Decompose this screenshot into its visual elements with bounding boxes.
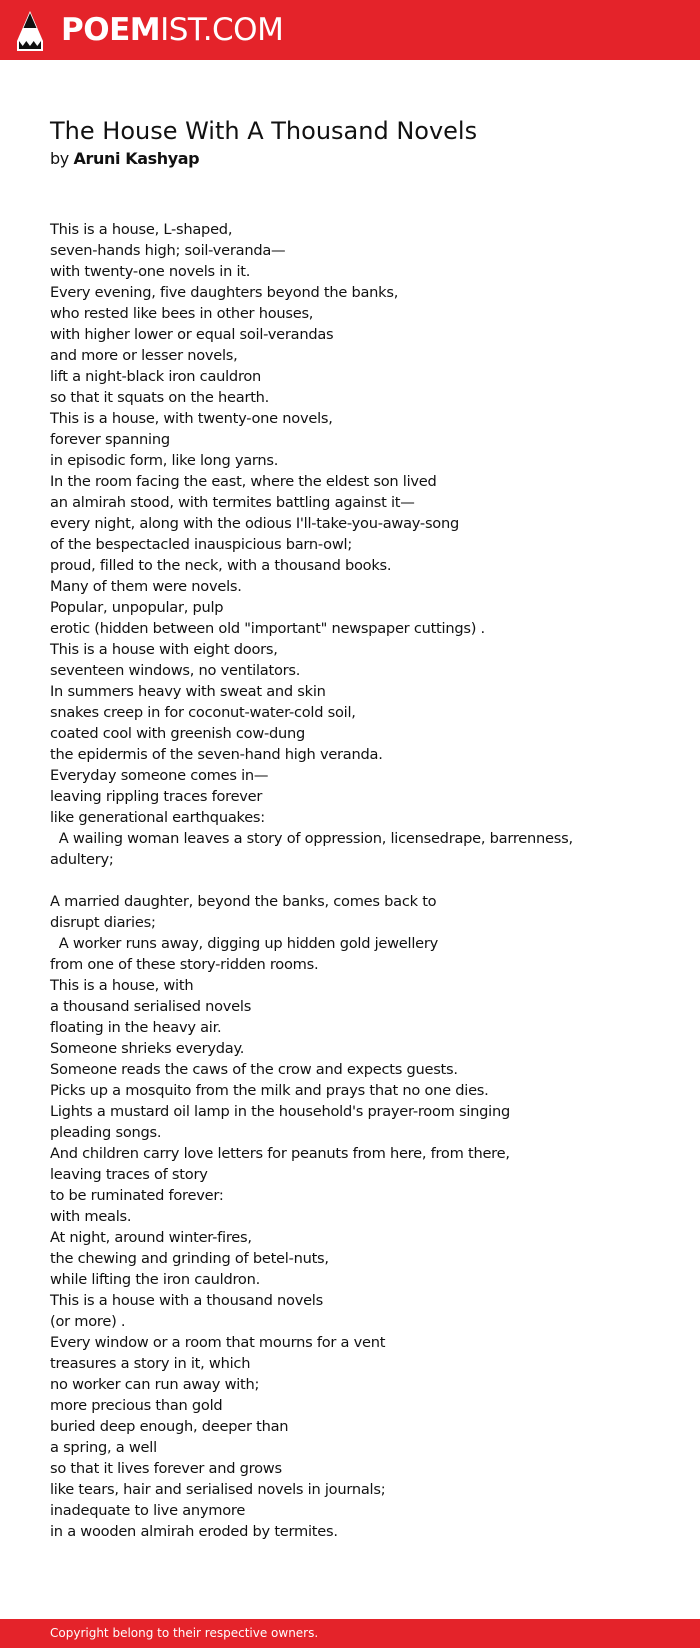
poem-body <box>50 219 670 1542</box>
poem-line: like generational earthquakes: <box>50 809 265 826</box>
poem-line: pleading songs. <box>50 1124 162 1141</box>
poem-line: while lifting the iron cauldron. <box>50 1271 261 1288</box>
poem-line: In the room facing the east, where the eldest son lived <box>50 473 437 490</box>
author-name: Aruni Kashyap <box>73 149 200 168</box>
poem-line: the chewing and grinding of betel-nuts, <box>50 1250 329 1267</box>
poem-line: And children carry love letters for peanuts from here, from there, <box>50 1145 510 1162</box>
logo-text-light: IST.COM <box>160 12 284 48</box>
poem-line: disrupt diaries; <box>50 914 156 931</box>
poem-line: with twenty-one novels in it. <box>50 263 251 280</box>
byline <box>50 147 199 171</box>
poem-line: snakes creep in for coconut-water-cold soil, <box>50 704 356 721</box>
poem-line: This is a house with a thousand novels <box>50 1292 323 1309</box>
poem-line: adultery; <box>50 851 114 868</box>
poem-line: This is a house with eight doors, <box>50 641 278 658</box>
poem-line: who rested like bees in other houses, <box>50 305 314 322</box>
poem-line: Someone reads the caws of the crow and expects guests. <box>50 1061 458 1078</box>
poem-line: a spring, a well <box>50 1439 157 1456</box>
poem-line: to be ruminated forever: <box>50 1187 224 1204</box>
site-header <box>0 0 700 60</box>
poem-line: This is a house, L-shaped, <box>50 221 233 238</box>
poem-line: in episodic form, like long yarns. <box>50 452 279 469</box>
poem-line: the epidermis of the seven-hand high veranda. <box>50 746 383 763</box>
poem-line: This is a house, with twenty-one novels, <box>50 410 333 427</box>
logo-text-bold: POEM <box>61 12 161 48</box>
by-label: by <box>50 149 69 168</box>
poem-line <box>50 870 670 891</box>
poem-line: with meals. <box>50 1208 132 1225</box>
poem-line: Every evening, five daughters beyond the banks, <box>50 284 399 301</box>
poem-line: no worker can run away with; <box>50 1376 260 1393</box>
poem-line: leaving rippling traces forever <box>50 788 263 805</box>
copyright-text: Copyright belong to their respective owners. <box>50 1626 319 1640</box>
site-logo[interactable] <box>61 10 283 50</box>
poem-line: Everyday someone comes in— <box>50 767 269 784</box>
poem-title: The House With A Thousand Novels <box>50 117 478 145</box>
poem-line: forever spanning <box>50 431 170 448</box>
pencil-tip-icon[interactable] <box>17 11 43 51</box>
poem-line: seven-hands high; soil-veranda— <box>50 242 286 259</box>
poem-line: seventeen windows, no ventilators. <box>50 662 301 679</box>
poem-line: buried deep enough, deeper than <box>50 1418 289 1435</box>
poem-line: This is a house, with <box>50 977 194 994</box>
poem-line: of the bespectacled inauspicious barn-owl; <box>50 536 353 553</box>
poem-line: in a wooden almirah eroded by termites. <box>50 1523 338 1540</box>
poem-line: so that it lives forever and grows <box>50 1460 282 1477</box>
poem-line: erotic (hidden between old "important" newspaper cuttings) . <box>50 620 485 637</box>
poem-line: every night, along with the odious I'll-take-you-away-song <box>50 515 459 532</box>
poem-line: proud, filled to the neck, with a thousand books. <box>50 557 392 574</box>
poem-line: an almirah stood, with termites battling against it— <box>50 494 415 511</box>
poem-line: Many of them were novels. <box>50 578 242 595</box>
poem-line: In summers heavy with sweat and skin <box>50 683 326 700</box>
poem-line: lift a night-black iron cauldron <box>50 368 262 385</box>
site-footer <box>0 1619 700 1648</box>
poem-line: Lights a mustard oil lamp in the household's prayer-room singing <box>50 1103 510 1120</box>
poem-line: so that it squats on the hearth. <box>50 389 270 406</box>
poem-line: Someone shrieks everyday. <box>50 1040 245 1057</box>
poem-line: Every window or a room that mourns for a vent <box>50 1334 386 1351</box>
poem-line: (or more) . <box>50 1313 126 1330</box>
poem-line: more precious than gold <box>50 1397 223 1414</box>
poem-line: A married daughter, beyond the banks, comes back to <box>50 893 437 910</box>
poem-line: inadequate to live anymore <box>50 1502 246 1519</box>
poem-line: floating in the heavy air. <box>50 1019 222 1036</box>
poem-line: A wailing woman leaves a story of oppression, licensedrape, barrenness, <box>50 830 573 847</box>
poem-line: treasures a story in it, which <box>50 1355 251 1372</box>
poem-line: from one of these story-ridden rooms. <box>50 956 319 973</box>
poem-line: leaving traces of story <box>50 1166 208 1183</box>
poem-line: with higher lower or equal soil-verandas <box>50 326 334 343</box>
poem-line: At night, around winter-fires, <box>50 1229 252 1246</box>
poem-line: and more or lesser novels, <box>50 347 238 364</box>
poem-line: A worker runs away, digging up hidden gold jewellery <box>50 935 439 952</box>
poem-line: Popular, unpopular, pulp <box>50 599 224 616</box>
poem-line: like tears, hair and serialised novels in journals; <box>50 1481 386 1498</box>
poem-line: Picks up a mosquito from the milk and prays that no one dies. <box>50 1082 489 1099</box>
poem-line: coated cool with greenish cow-dung <box>50 725 306 742</box>
poem-line: a thousand serialised novels <box>50 998 252 1015</box>
